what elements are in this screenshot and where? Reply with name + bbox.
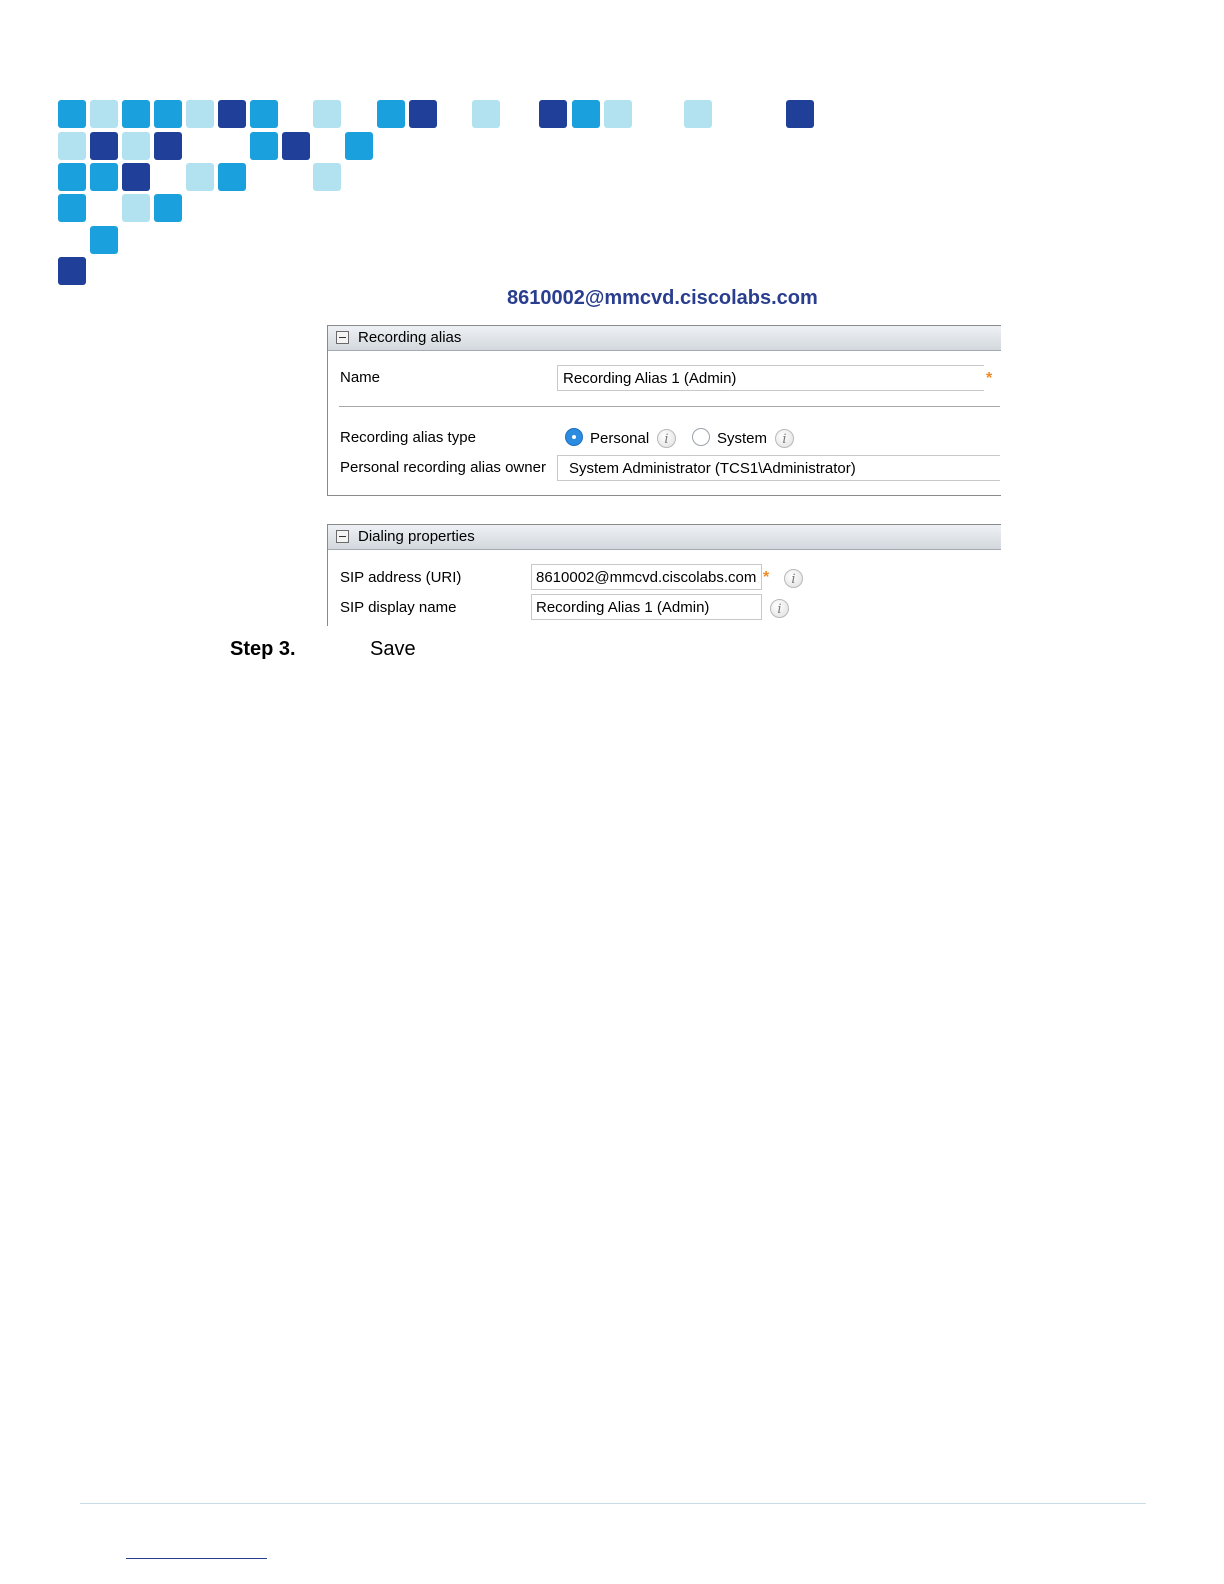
decorative-tile (154, 100, 182, 128)
email-heading: 8610002@mmcvd.ciscolabs.com (507, 287, 818, 309)
decorative-tile (472, 100, 500, 128)
decorative-tile (90, 100, 118, 128)
radio-system[interactable] (692, 428, 710, 446)
decorative-tile (377, 100, 405, 128)
required-star-icon: * (763, 569, 770, 586)
decorative-tile (58, 194, 86, 222)
decorative-tile (250, 132, 278, 160)
decorative-tile (345, 132, 373, 160)
decorative-tile (539, 100, 567, 128)
decorative-tile (90, 226, 118, 254)
decorative-tile (122, 163, 150, 191)
alias-type-label: Recording alias type (340, 429, 476, 446)
info-icon[interactable]: i (657, 429, 676, 448)
step-text: Save (370, 638, 416, 660)
owner-label: Personal recording alias owner (340, 459, 546, 476)
collapse-icon[interactable] (336, 331, 349, 344)
decorative-tile (186, 163, 214, 191)
decorative-tile (604, 100, 632, 128)
radio-personal-label[interactable]: Personal (590, 430, 650, 447)
divider (339, 406, 1000, 407)
decorative-tile (313, 163, 341, 191)
owner-field[interactable]: System Administrator (TCS1\Administrator) (557, 455, 1000, 481)
decorative-tile (58, 257, 86, 285)
info-icon[interactable]: i (784, 569, 803, 588)
decorative-tile (122, 132, 150, 160)
decorative-tile (786, 100, 814, 128)
info-icon[interactable]: i (770, 599, 789, 618)
radio-personal[interactable] (565, 428, 583, 446)
decorative-tile (154, 194, 182, 222)
decorative-tile (313, 100, 341, 128)
sip-display-name-label: SIP display name (340, 599, 457, 616)
panel-title: Recording alias (358, 329, 462, 346)
step-label: Step 3. (230, 638, 296, 660)
info-icon[interactable]: i (775, 429, 794, 448)
panel-title: Dialing properties (358, 528, 475, 545)
name-input[interactable]: Recording Alias 1 (Admin) (557, 365, 984, 391)
sip-display-name-input[interactable]: Recording Alias 1 (Admin) (531, 594, 762, 620)
recording-alias-panel-header[interactable] (328, 326, 1001, 351)
footer-link-underline (126, 1558, 267, 1559)
required-star-icon: * (986, 370, 993, 387)
decorative-tile (218, 100, 246, 128)
radio-system-label[interactable]: System (717, 430, 768, 447)
footer-divider (80, 1503, 1146, 1504)
decorative-tile (122, 100, 150, 128)
sip-address-input[interactable]: 8610002@mmcvd.ciscolabs.com (531, 564, 762, 590)
decorative-tile (122, 194, 150, 222)
sip-address-label: SIP address (URI) (340, 569, 462, 586)
name-label: Name (340, 369, 381, 386)
decorative-tile (409, 100, 437, 128)
collapse-icon[interactable] (336, 530, 349, 543)
decorative-tile (250, 100, 278, 128)
dialing-properties-panel-header[interactable] (328, 525, 1001, 550)
decorative-tile (572, 100, 600, 128)
decorative-tile (282, 132, 310, 160)
decorative-tile (58, 163, 86, 191)
decorative-tile (90, 132, 118, 160)
decorative-tile (58, 132, 86, 160)
decorative-tile (218, 163, 246, 191)
decorative-tile (90, 163, 118, 191)
decorative-tile (58, 100, 86, 128)
decorative-tile (154, 132, 182, 160)
decorative-tile (684, 100, 712, 128)
decorative-tile (186, 100, 214, 128)
